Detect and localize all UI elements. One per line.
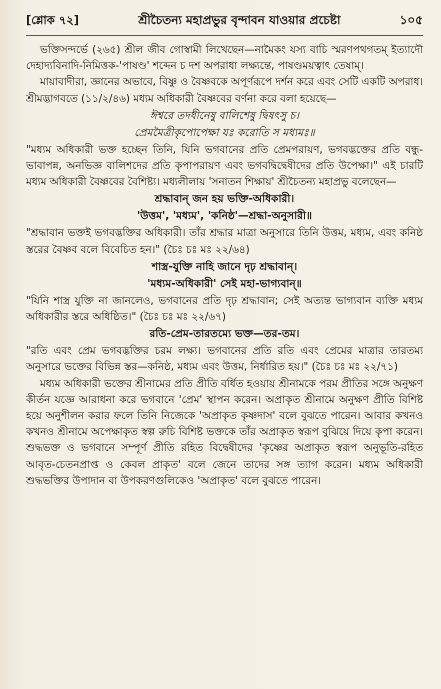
verse-shraddhavan-line-2: 'উত্তম', 'মধ্যম', 'কনিষ্ঠ'—শ্রদ্ধা-অনুসারী॥ bbox=[137, 210, 312, 223]
running-header bbox=[26, 12, 423, 36]
chapter-title: শ্রীচৈতন্য মহাপ্রভুর বৃন্দাবন যাওয়ার প্রচেষ্টা bbox=[138, 13, 341, 27]
paragraph-jiva-quote: ভক্তিসন্দর্ভে (২৬৫) শ্রীল জীব গোস্বামী লিখেছেন—নামৈকং যস্য বাচি স্মরণপথগতম্ ইত্যাদৌ দেহাদ্যবিনাদি-নিমিত্তক-'পাষণ্ড' শব্দেন চ দশ অপরাধা লক্ষ্যন্তে, পাষণ্ডময়ত্বাৎ তেষাম্। bbox=[26, 44, 423, 73]
verse-bhagavatam-line-1: ঈশ্বরে তদধীনেষু বালিশেষু দ্বিষৎসু চ। bbox=[149, 109, 299, 122]
paragraph-shastra-translation: "যিনি শাস্ত্র যুক্তি না জানলেও, ভগবানের প্রতি দৃঢ় শ্রদ্ধাবান; সেই অত্যন্ত ভাগ্যবান ব্যক্তি মধ্যম অধিকারীর স্তরে অধিষ্ঠিত।" (চৈঃ চঃ মঃ ২২/৬৭) bbox=[26, 294, 423, 324]
paragraph-rati-prema-translation: "রতি এবং প্রেম ভগবদ্ভক্তির চরম লক্ষ্য। ভগবানের প্রতি রতি এবং প্রেমের মাত্রার তারতম্য অনুসারে ভক্তের বিভিন্ন স্তর—কনিষ্ঠ, মধ্যম এবং উত্তম, নির্ধারিত হয়।" (চৈঃ চঃ মঃ ২২/৭১) bbox=[26, 345, 423, 374]
verse-shastra-yukti-line-1: শাস্ত্র-যুক্তি নাহি জানে দৃঢ় শ্রদ্ধাবান্। bbox=[151, 260, 298, 273]
verse-shastra-yukti-line-2: 'মধ্যম-অধিকারী' সেই মহা-ভাগ্যবান্॥ bbox=[147, 277, 302, 290]
paragraph-madhyama-definition: "মধ্যম অধিকারী ভক্ত হচ্ছেন তিনি, যিনি ভগবানের প্রতি প্রেমপরায়ণ, ভগবদ্ভক্তের প্রতি বন্ধু-ভাবাপন্ন, অনভিজ্ঞ বালিশদের প্রতি কৃপাপরায়ণ এবং ভগবদ্বিদ্বেষীদের প্রতি উপেক্ষা।" এই চারটি মধ্যম অধিকারী বৈষ্ণবের বৈশিষ্ট্য। মধ্যলীলায় 'সনাতন শিক্ষায়' শ্রীচৈতন্য মহাপ্রভু বলেছেন— bbox=[26, 143, 423, 189]
verse-rati-prema: রতি-প্রেম-তারতম্যে ভক্ত—তর-তম। bbox=[149, 328, 300, 341]
paragraph-mayavadi: মায়াবাদীরা, জ্ঞানের অভাবে, বিষ্ণু ও বৈষ্ণবকে অপূর্ণরূপে দর্শন করে এবং সেটি একটি অপরাধ। শ্রীমদ্ভাগবতে (১১/২/৪৬) মধ্যম অধিকারী বৈষ্ণবের বর্ণনা করে বলা হয়েছে— bbox=[26, 76, 423, 105]
verse-reference: [শ্লোক ৭২] bbox=[26, 13, 80, 27]
paragraph-madhyama-nama: মধ্যম অধিকারী ভক্তের শ্রীনামের প্রতি প্রীতি বর্ধিত হওয়ায় শ্রীনামকে পরম প্রীতির সঙ্গে অনুক্ষণ কীর্তন যজ্ঞে আরাধনা করে ভগবানে 'প্রেম' স্থাপন করেন। অপ্রাকৃত শ্রীনামে অনুক্ষণ প্রীতি বিশিষ্ট হয়ে অনুশীলন করার ফলে তিনি নিজেকে 'অপ্রাকৃত কৃষ্ণদাস' বলে বুঝতে পারেন। আবার কখনও কখনও শ্রীনামে অপেক্ষাকৃত স্বল্প রুচি বিশিষ্ট ভক্তকে তাঁর অপ্রাকৃত স্বরূপ বুঝিয়ে দিয়ে কৃপা করেন। শুদ্ধভক্ত ও ভগবানে সম্পূর্ণ প্রীতি রহিত বিদ্বেষীদের 'কৃষ্ণের অপ্রাকৃত স্বরূপ অনুভূতি-রহিত আবৃত-চেতনপ্রাপ্ত ও কেবল প্রাকৃত' বলে জেনে তাদের সঙ্গ ত্যাগ করেন। মধ্যম অধিকারী শুদ্ধভক্তির উপাদান বা উপকরণগুলিকেও 'অপ্রাকৃত' বলে বুঝতে পারেন। bbox=[26, 377, 423, 487]
verse-bhagavatam-line-2: প্রেমমৈত্রীকৃপোপেক্ষা যঃ করোতি স মধ্যমঃ॥ bbox=[134, 126, 315, 139]
verse-shraddhavan-line-1: শ্রদ্ধাবান্ জন হয় ভক্তি-অধিকারী। bbox=[154, 193, 295, 206]
page-number: ১০৫ bbox=[399, 13, 423, 27]
paragraph-shraddha-translation: "শ্রদ্ধাবান ভক্তই ভগবদ্ভক্তির অধিকারী। তাঁর শ্রদ্ধার মাত্রা অনুসারে তিনি উত্তম, মধ্যম, এবং কনিষ্ঠ স্তরের বৈষ্ণব বলে বিবেচিত হন।" (চৈঃ চঃ মঃ ২২/৬৪) bbox=[26, 227, 423, 256]
